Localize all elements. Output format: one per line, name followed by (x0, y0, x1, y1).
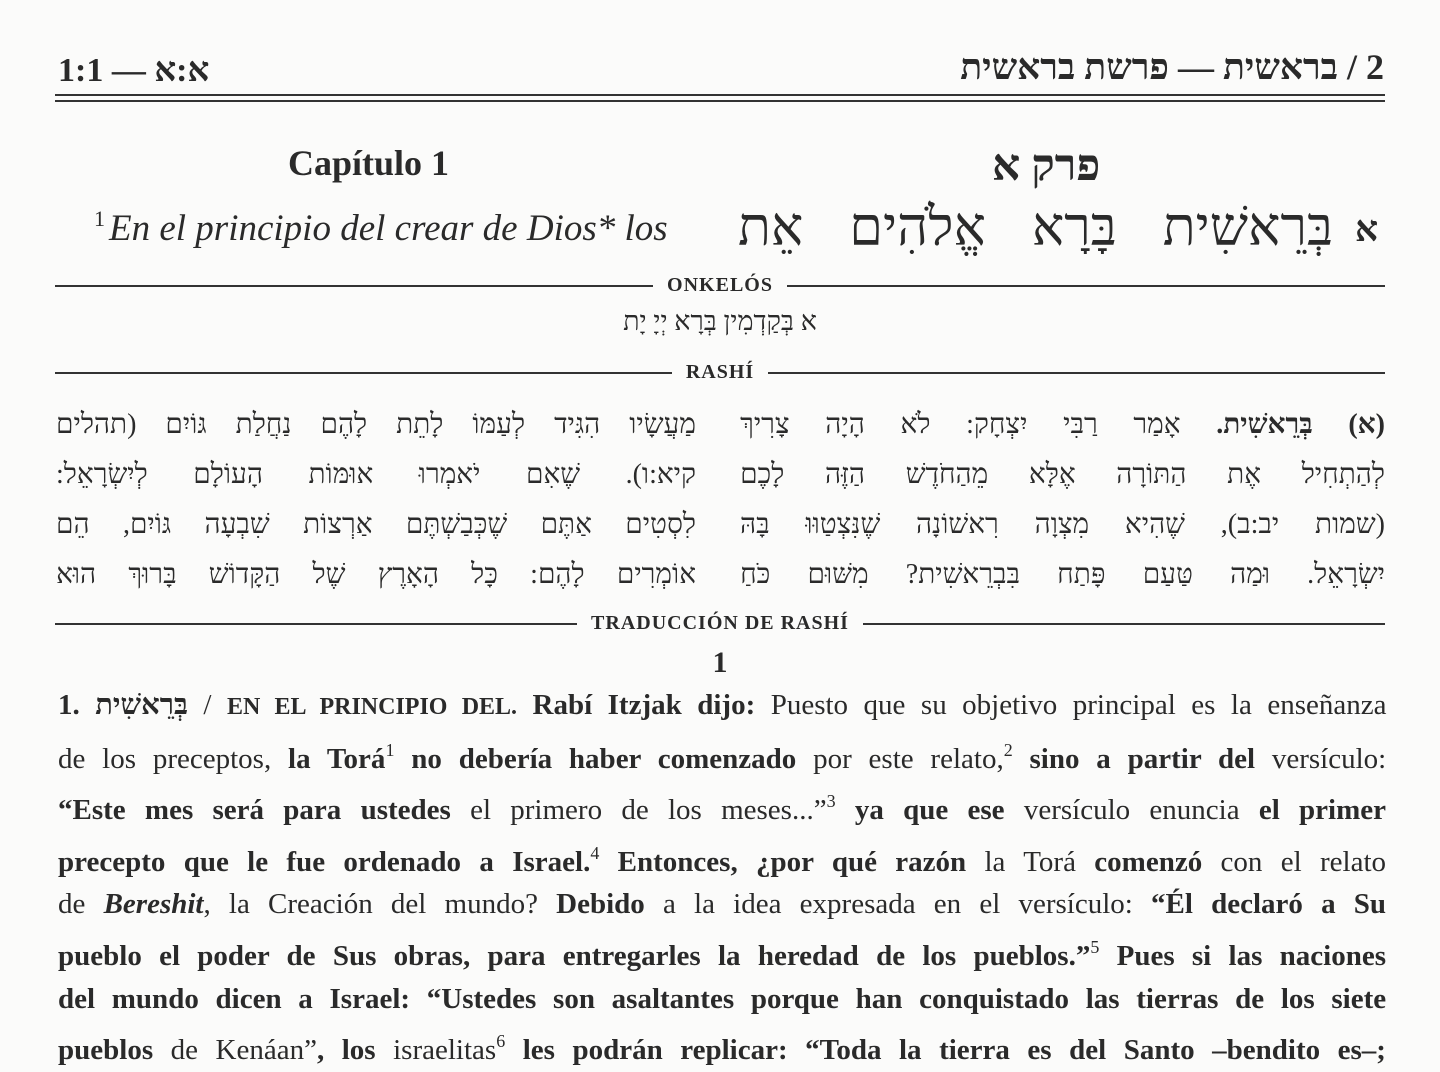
translation-run: Entonces, ¿por qué razón (599, 845, 967, 878)
translation-line (58, 729, 1386, 781)
rashi-word: (שמות (1315, 509, 1385, 540)
translation-run: Pues si las naciones (1099, 939, 1386, 972)
translation-run: pueblo el poder de Sus obras, para entregarles la heredad de los pueblos.” (58, 939, 1091, 972)
translation-run: la Torá (288, 742, 386, 775)
rashi-line (740, 500, 1385, 550)
rashi-word: יֹאמְרוּ (418, 459, 481, 490)
rashi-line (56, 500, 696, 550)
translation-run: con el relato (1202, 845, 1387, 878)
rashi-word: רִאשׁוֹנָה (916, 509, 999, 540)
rashi-word: הַתּוֹרָה (1116, 459, 1187, 490)
rashi-line (56, 550, 696, 600)
rashi-column-right (740, 400, 1385, 600)
rashi-word: אַתֶּם (540, 509, 592, 540)
translation-run: / (187, 689, 227, 721)
rashi-word: (א) (1348, 409, 1385, 440)
rashi-word: מַעֲשָׂיו (629, 409, 696, 440)
translation-run: la Torá (966, 845, 1095, 878)
footnote-ref: 2 (1003, 739, 1013, 760)
verse-he (738, 196, 1333, 258)
rashi-word: וּמַה (1230, 559, 1270, 590)
verse-es (94, 206, 668, 250)
rashi-word: אֶת (1227, 459, 1262, 490)
rashi-word: יִצְחָק: (966, 409, 1028, 440)
translation-run: el primer (1258, 794, 1386, 827)
translation-run: versículo: (1255, 742, 1387, 775)
rashi-word: כֹּחַ (740, 559, 771, 590)
rashi-word: לְהַתְחִיל (1301, 459, 1385, 490)
rashi-word: לִסְטִים (625, 509, 696, 540)
translation-run: a la idea expresada en el versículo: (644, 888, 1152, 921)
header-rule-top (55, 94, 1385, 96)
rashi-word: הַזֶּה (825, 459, 866, 490)
translation-line (58, 684, 1386, 729)
rashi-line (740, 400, 1385, 450)
rashi-separator (55, 361, 1385, 384)
translation-run: Rabí Itzjak dijo: (517, 689, 756, 721)
translation-label: TRADUCCIÓN DE RASHÍ (591, 612, 849, 634)
translation-run: del mundo dicen a Israel: “Ustedes son asaltantes porque han conquistado las tierras de los siete (58, 982, 1387, 1015)
translation-run: de Kenáan” (153, 1034, 317, 1067)
translation-run: pueblos (58, 1034, 154, 1067)
rashi-word: לָהֶם: (530, 559, 585, 590)
translation-line (58, 780, 1386, 832)
footnote-ref: 4 (590, 842, 600, 863)
verse-he-word: אֵת (738, 197, 804, 257)
rashi-word: בְּרֵאשִׁית. (1216, 409, 1313, 440)
rashi-word: אוֹמְרִים (616, 559, 696, 590)
rashi-word: אֶלָּא (1028, 459, 1076, 490)
rashi-word: הוּא (56, 559, 97, 590)
separator-line (55, 372, 672, 374)
rashi-line (740, 550, 1385, 600)
translation-run: 1. (58, 689, 96, 721)
rashi-word: כָּל (471, 559, 498, 590)
rashi-word: בָּהּ (740, 509, 770, 540)
rashi-word: לְעַמּוֹ (472, 409, 526, 440)
verse-he-word: בָּרָא (1031, 197, 1117, 257)
rashi-word: רַבִּי (1063, 409, 1098, 440)
rashi-word: לְיִשְׂרָאֵל: (56, 459, 148, 490)
translation-run: בְּרֵאשִׁית (95, 689, 188, 721)
footnote-ref: 3 (826, 791, 836, 812)
translation-run: sino a partir del (1012, 742, 1256, 775)
rashi-word: גּוֹיִם (165, 409, 207, 440)
verse-es-number: 1 (94, 206, 105, 231)
rashi-word: שֶׁכְּבַשְׁתֶּם (405, 509, 508, 540)
verse-he-number: א (1355, 209, 1379, 249)
rashi-word: אוּמּוֹת (308, 459, 374, 490)
verse-es-text: En el principio del crear de Dios* los (109, 208, 668, 249)
translation-line (58, 978, 1386, 1021)
translation-run: israelitas (375, 1034, 497, 1067)
rashi-word: מִצְוָה (1034, 509, 1090, 540)
chapter-title-he: פרק א (992, 141, 1101, 190)
footnote-ref: 5 (1090, 936, 1100, 957)
translation-run: les podrán replicar: “Toda la tierra es del Santo –bendito es–; (505, 1034, 1386, 1067)
separator-line (55, 285, 653, 287)
rashi-word: שֶׁנִּצְטַוּוּ (805, 509, 881, 540)
rashi-line (56, 450, 696, 500)
separator-line (863, 623, 1385, 625)
translation-separator (55, 612, 1385, 635)
onkelos-text: א בְּקַדְמִין בְּרָא יְיָ יָת (623, 306, 817, 336)
translation-run: “Este mes será para ustedes (58, 794, 451, 827)
rashi-word: יִשְׂרָאֵל. (1307, 559, 1385, 590)
running-head-right: 2 / בראשית — פרשת בראשית (960, 47, 1384, 87)
rashi-label: RASHÍ (685, 361, 755, 383)
onkelos-label: ONKELÓS (667, 274, 773, 296)
translation-line (58, 832, 1386, 884)
verse-he-word: בְּרֵאשִׁית (1162, 197, 1333, 257)
rashi-line (56, 400, 696, 450)
footnote-ref: 1 (385, 739, 395, 760)
translation-run: no debería haber comenzado (394, 742, 797, 775)
rashi-word: בִּבְרֵאשִׁית? (905, 559, 1020, 590)
translation-run: ya que ese (835, 794, 1005, 827)
translation-run: Puesto que su objetivo principal es la enseñanza (755, 689, 1387, 721)
rashi-column-left (56, 400, 696, 600)
rashi-word: לָכֶם (740, 459, 785, 490)
rashi-word: יב:ב), (1220, 509, 1280, 540)
rashi-word: לָתֵת (396, 409, 444, 440)
onkelos-separator (55, 274, 1385, 297)
translation-run: precepto que le fue ordenado a Israel. (58, 845, 591, 878)
rashi-word: אָמַר (1133, 409, 1181, 440)
rashi-word: מִשּׁוּם (807, 559, 869, 590)
rashi-word: קיא:ו). (625, 459, 696, 490)
header-rule-bottom (55, 100, 1385, 102)
translation-run: de (58, 888, 104, 921)
translation-run: Bereshit (103, 888, 204, 921)
rashi-word: נַחֲלַת (235, 409, 292, 440)
translation-run: por este relato, (796, 742, 1004, 775)
rashi-word: (תהלים (56, 409, 137, 440)
rashi-word: לֹא (900, 409, 931, 440)
rashi-word: הִגִּיד (554, 409, 601, 440)
rashi-word: צָרִיךְ (740, 409, 790, 440)
rashi-word: הָעוֹלָם (193, 459, 263, 490)
translation-run: versículo enuncia (1004, 794, 1259, 827)
translation-run: , los (316, 1034, 376, 1067)
rashi-word: בָּרוּךְ (128, 559, 177, 590)
rashi-word: שֶׁהִיא (1124, 509, 1185, 540)
translation-run: EN EL PRINCIPIO DEL. (226, 694, 518, 720)
rashi-word: הַקָּדוֹשׁ (208, 559, 281, 590)
rashi-line (740, 450, 1385, 500)
rashi-word: שִׁבְעָה (204, 509, 270, 540)
rashi-word: הָאָרֶץ (377, 559, 439, 590)
separator-line (55, 623, 577, 625)
translation-run: “Él declaró a Su (1151, 888, 1387, 921)
translation-run: Debido (556, 888, 645, 921)
translation-run: comenzó (1094, 845, 1203, 878)
rashi-word: הָיָה (825, 409, 865, 440)
rashi-word: אַרְצוֹת (303, 509, 373, 540)
rashi-word: טַּעַם (1142, 559, 1193, 590)
translation-number: 1 (712, 646, 728, 679)
verse-he-word: אֱלֹהִים (849, 197, 986, 257)
translation-line (58, 926, 1386, 978)
translation-run: , la Creación del mundo? (203, 888, 557, 921)
rashi-word: שֶׁל (312, 559, 346, 590)
running-head-left: 1:1 — א:א (58, 52, 210, 89)
rashi-word: לָהֶם (320, 409, 368, 440)
translation-line (58, 1020, 1386, 1072)
translation-line (58, 883, 1386, 926)
separator-line (768, 372, 1385, 374)
rashi-word: פָּתַח (1057, 559, 1106, 590)
rashi-word: מֵהַחֹדֶשׁ (905, 459, 989, 490)
translation-run: de los preceptos, (58, 742, 289, 775)
translation-run: el primero de los meses...” (450, 794, 827, 827)
rashi-word: גּוֹיִם, (122, 509, 172, 540)
separator-line (787, 285, 1385, 287)
chapter-title-es: Capítulo 1 (288, 143, 450, 183)
translation-body (58, 684, 1386, 1072)
footnote-ref: 6 (496, 1031, 506, 1052)
rashi-word: הֵם (56, 509, 90, 540)
rashi-word: שֶׁאִם (525, 459, 581, 490)
